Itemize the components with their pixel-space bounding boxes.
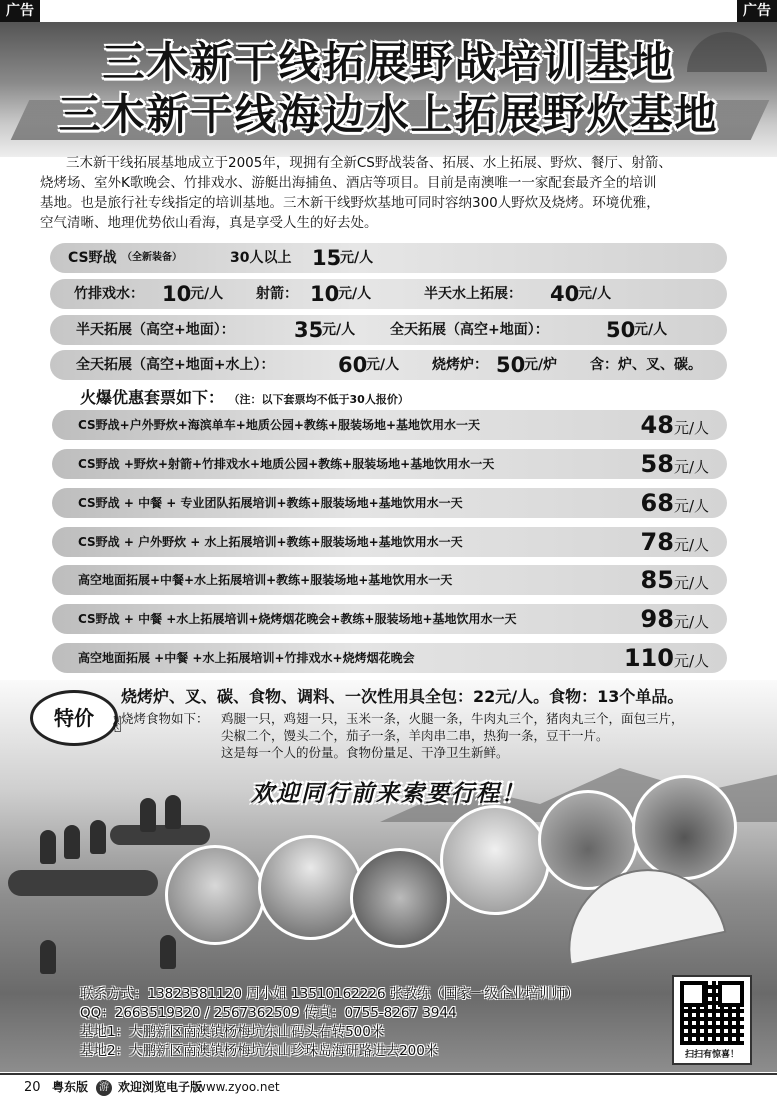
price-row-2 bbox=[50, 279, 727, 309]
person-graphic bbox=[40, 940, 56, 974]
photo-circle-ropes bbox=[440, 805, 550, 915]
combo-price: 48元/人 bbox=[640, 411, 709, 439]
title-line-2: 三木新干线海边水上拓展野炊基地 bbox=[58, 90, 719, 139]
price-value: 10 bbox=[162, 282, 192, 306]
combo-desc: 高空地面拓展 +中餐 +水上拓展培训+竹排戏水+烧烤烟花晚会 bbox=[78, 651, 415, 665]
price-item: CS野战 bbox=[68, 250, 117, 266]
combo-price: 85元/人 bbox=[640, 566, 709, 594]
person-graphic bbox=[160, 935, 176, 969]
price-row-cs bbox=[50, 243, 727, 273]
qr-code-icon bbox=[680, 981, 744, 1045]
combo-desc: CS野战 + 中餐 +水上拓展培训+烧烤烟花晚会+教练+服装场地+基地饮用水一天 bbox=[78, 612, 517, 626]
combo-desc: CS野战+户外野炊+海滨单车+地质公园+教练+服装场地+基地饮用水一天 bbox=[78, 418, 481, 432]
combo-row bbox=[52, 565, 727, 595]
intro-line: 三木新干线拓展基地成立于2005年，现拥有全新CS野战装备、拓展、水上拓展、野炊、餐厅、射箭、 bbox=[66, 155, 672, 171]
website-link[interactable]: www.zyoo.net bbox=[196, 1080, 280, 1094]
person-graphic bbox=[64, 825, 80, 859]
edition-label: 粤东版 bbox=[52, 1080, 89, 1094]
combo-row bbox=[52, 604, 727, 634]
contact-base-2: 基地2：大鹏新区南澳镇杨梅坑东山珍珠岛海研路进去200米 bbox=[80, 1043, 439, 1059]
price-value: 50 bbox=[496, 353, 526, 377]
combo-price: 68元/人 bbox=[640, 489, 709, 517]
page-footer bbox=[0, 1073, 777, 1100]
combo-desc: CS野战 + 户外野炊 + 水上拓展培训+教练+服装场地+基地饮用水一天 bbox=[78, 535, 463, 549]
combo-price: 58元/人 bbox=[640, 450, 709, 478]
combo-row bbox=[52, 527, 727, 557]
person-graphic bbox=[40, 830, 56, 864]
price-value: 10 bbox=[310, 282, 340, 306]
price-unit: 元/人 bbox=[338, 286, 372, 302]
victory-hand-icon: ✌ bbox=[108, 713, 127, 738]
qr-code[interactable] bbox=[672, 975, 752, 1065]
combo-note: （注：以下套票均不低于30人报价） bbox=[234, 393, 409, 406]
price-item: 全天拓展（高空+地面+水上）： bbox=[76, 357, 275, 373]
photo-circle-water bbox=[258, 835, 363, 940]
price-unit: 元/炉 bbox=[524, 357, 558, 373]
photo-circle-team bbox=[350, 848, 450, 948]
intro-line: 烧烤场、室外K歌晚会、竹排戏水、游艇出海捕鱼、酒店等项目。目前是南澳唯一一家配套最齐全的培训 bbox=[40, 175, 657, 191]
food-line: 尖椒二个，馒头二个，茄子一条，羊肉串二串，热狗一条，豆干一片。 bbox=[221, 728, 609, 743]
raft-graphic bbox=[8, 870, 158, 896]
price-value: 40 bbox=[550, 282, 580, 306]
combo-price: 110元/人 bbox=[623, 644, 709, 672]
price-unit: 元/人 bbox=[190, 286, 224, 302]
price-unit: 元/人 bbox=[340, 250, 374, 266]
price-row-3 bbox=[50, 315, 727, 345]
food-line: 这是每一个人的份量。食物份量足、干净卫生新鲜。 bbox=[221, 745, 509, 760]
price-unit: 元/人 bbox=[322, 322, 356, 338]
combo-row bbox=[52, 488, 727, 518]
bbq-package: 烧烤炉、叉、碳、食物、调料、一次性用具全包：22元/人。食物：13个单品。 bbox=[121, 687, 684, 706]
ad-tag-right: 广告 bbox=[737, 0, 777, 22]
contact-base-1: 基地1：大鹏新区南澳镇杨梅坑东山码头右转500米 bbox=[80, 1024, 385, 1040]
price-unit: 元/人 bbox=[578, 286, 612, 302]
qr-caption: 扫扫有惊喜！ bbox=[684, 1050, 739, 1060]
magazine-logo-icon: 游 bbox=[96, 1080, 112, 1096]
contact-qq-fax: QQ：2663519320 / 2567362509 传真：0755-8267 3944 bbox=[80, 1005, 457, 1021]
price-item: 竹排戏水： bbox=[74, 286, 144, 302]
price-item: 全天拓展（高空+地面）： bbox=[390, 322, 549, 338]
food-line: 鸡腿一只，鸡翅一只，玉米一条，火腿一条，牛肉丸三个，猪肉丸三个，面包三片， bbox=[221, 711, 684, 726]
intro-line: 空气清晰、地理优势依山看海，真是享受人生的好去处。 bbox=[40, 215, 378, 231]
food-label: 烧烤食物如下： bbox=[121, 711, 209, 726]
combo-desc: CS野战 + 中餐 + 专业团队拓展培训+教练+服装场地+基地饮用水一天 bbox=[78, 496, 463, 510]
price-value: 35 bbox=[294, 318, 324, 342]
price-item: 半天水上拓展： bbox=[424, 286, 522, 302]
title-line-1: 三木新干线拓展野战培训基地 bbox=[102, 38, 675, 87]
contact-phones: 联系方式：13823381120 周小姐 13510162226 张教练（国家一级企业培训师） bbox=[80, 986, 579, 1002]
price-unit: 元/人 bbox=[366, 357, 400, 373]
ad-tag-left: 广告 bbox=[0, 0, 40, 22]
price-unit: 元/人 bbox=[634, 322, 668, 338]
combo-heading bbox=[80, 385, 409, 408]
price-item: 烧烤炉： bbox=[432, 357, 488, 373]
photo-circle-lake bbox=[165, 845, 265, 945]
price-condition: 30人以上 bbox=[230, 250, 292, 266]
price-note: （全新装备） bbox=[122, 252, 182, 263]
person-graphic bbox=[90, 820, 106, 854]
combo-desc: 高空地面拓展+中餐+水上拓展培训+教练+服装场地+基地饮用水一天 bbox=[78, 573, 453, 587]
price-value: 50 bbox=[606, 318, 636, 342]
price-extra: 含：炉、叉、碳。 bbox=[590, 357, 702, 373]
price-value: 60 bbox=[338, 353, 368, 377]
price-value: 15 bbox=[312, 246, 342, 270]
combo-row bbox=[52, 643, 727, 673]
combo-desc: CS野战 +野炊+射箭+竹排戏水+地质公园+教练+服装场地+基地饮用水一天 bbox=[78, 457, 495, 471]
page-number: 20 bbox=[24, 1080, 41, 1095]
price-item: 半天拓展（高空+地面）： bbox=[76, 322, 235, 338]
contact-info bbox=[80, 985, 579, 1061]
intro-paragraph bbox=[40, 153, 750, 233]
footer-slogan: 欢迎浏览电子版 bbox=[118, 1080, 203, 1094]
intro-line: 基地。也是旅行社专线指定的培训基地。三木新干线野炊基地可同时容纳300人野炊及烧烤。环境优雅， bbox=[40, 195, 660, 211]
combo-row bbox=[52, 449, 727, 479]
combo-row bbox=[52, 410, 727, 440]
combo-price: 78元/人 bbox=[640, 528, 709, 556]
raft-graphic bbox=[110, 825, 210, 845]
special-price-badge: 特价 ✌ bbox=[30, 690, 118, 746]
price-row-4 bbox=[50, 350, 727, 380]
welcome-banner: 欢迎同行前来索要行程！ bbox=[251, 781, 526, 807]
combo-title: 火爆优惠套票如下： bbox=[80, 388, 225, 407]
price-item: 射箭： bbox=[256, 286, 298, 302]
combo-price: 98元/人 bbox=[640, 605, 709, 633]
